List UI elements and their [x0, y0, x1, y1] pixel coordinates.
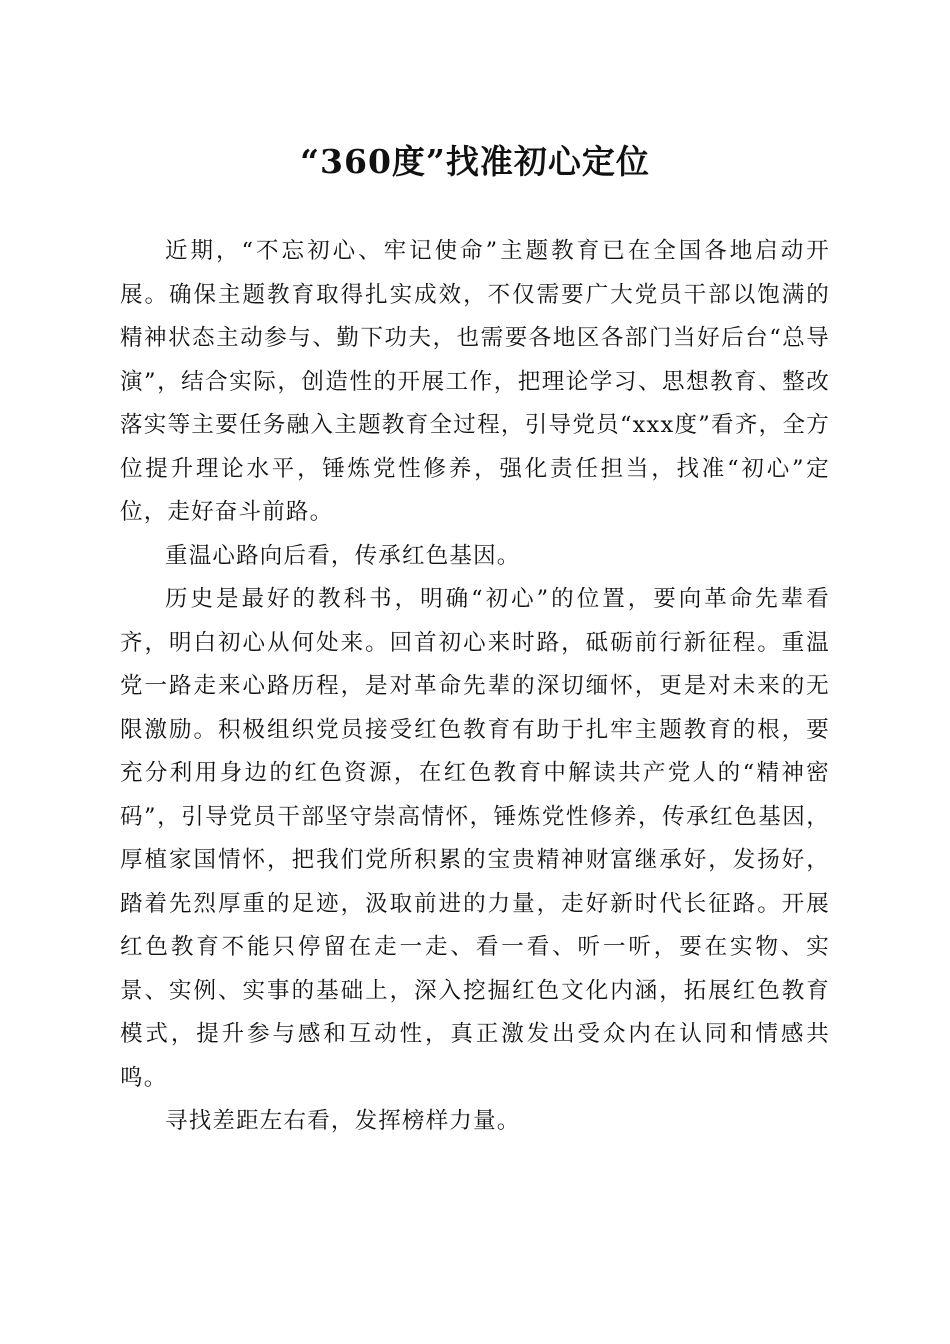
document-title: “360度”找准初心定位 [300, 142, 650, 181]
paragraph-intro: 近期，“不忘初心、牢记使命”主题教育已在全国各地启动开展。确保主题教育取得扎实成效，不仅需要广大党员干部以饱满的精神状态主动参与、勤下功夫，也需要各地区各部门当好后台“总导演”，结合实际，创造性的开展工作，把理论学习、思想教育、整改落实等主要任务融入主题教育全过程，引导党员“xxx度”看齐，全方位提升理论水平，锤炼党性修养，强化责任担当，找准“初心”定位，走好奋斗前路。 [120, 238, 830, 525]
section-heading-look-around: 寻找差距左右看，发挥榜样力量。 [165, 1108, 521, 1134]
section-heading-look-back: 重温心路向后看，传承红色基因。 [165, 542, 521, 569]
document-body [120, 230, 830, 1144]
paragraph-red-education: 历史是最好的教科书，明确“初心”的位置，要向革命先辈看齐，明白初心从何处来。回首初心来时路，砥砺前行新征程。重温党一路走来心路历程，是对革命先辈的深切缅怀，更是对未来的无限激励。积极组织党员接受红色教育有助于扎牢主题教育的根，要充分利用身边的红色资源，在红色教育中解读共产党人的“精神密码”，引导党员干部坚守崇高情怀，锤炼党性修养，传承红色基因，厚植家国情怀，把我们党所积累的宝贵精神财富继承好，发扬好，踏着先烈厚重的足迹，汲取前进的力量，走好新时代长征路。开展红色教育不能只停留在走一走、看一看、听一听，要在实物、实景、实例、实事的基础上，深入挖掘红色文化内涵，拓展红色教育模式，提升参与感和互动性，真正激发出受众内在认同和情感共鸣。 [120, 586, 830, 1091]
